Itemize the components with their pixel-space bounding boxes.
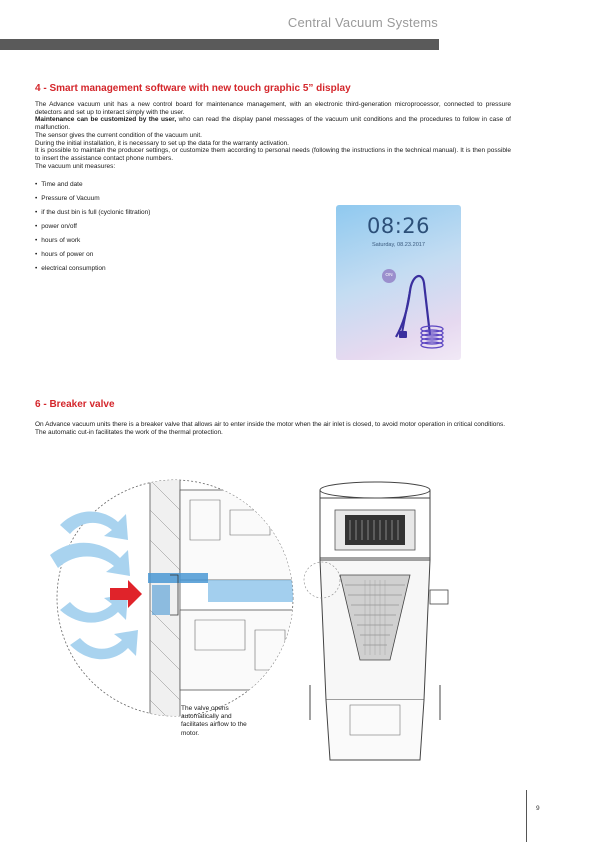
section-6-title: 6 - Breaker valve	[35, 399, 115, 410]
list-item: • hours of work	[35, 237, 150, 251]
display-on-button: ON	[382, 269, 396, 283]
hose-icon	[336, 205, 461, 360]
touch-display-image	[336, 205, 461, 360]
section-4-paragraph-6: The vacuum unit measures:	[35, 162, 116, 170]
section-6-body	[35, 421, 511, 436]
display-date: Saturday, 08.23.2017	[371, 242, 426, 248]
vacuum-unit-cross-section	[290, 480, 450, 780]
section-6-paragraph-1: On Advance vacuum units there is a breaker valve that allows air to enter inside the motor when the air inlet is closed, to avoid motor operation in critical conditions.	[35, 421, 506, 428]
header-title: Central Vacuum Systems	[287, 15, 438, 30]
section-4-paragraph-5: It is possible to maintain the producer settings, or customize them according to personal needs (following the instructions in the technical manual). It is then possible to insert the assistance contact phone numbers.	[35, 147, 511, 162]
valve-detail-diagram	[30, 470, 330, 730]
list-item: • if the dust bin is full (cyclonic filtration)	[35, 209, 150, 223]
list-item: • Pressure of Vacuum	[35, 195, 150, 209]
valve-caption: The valve opens automatically and facilitates airflow to the motor.	[181, 705, 247, 737]
footer-divider	[526, 790, 527, 842]
section-4-paragraph-4: During the initial installation, it is necessary to set up the data for the warranty activation.	[35, 139, 289, 147]
measures-list	[35, 181, 150, 279]
section-4-paragraph-2	[35, 116, 511, 131]
list-item: • electrical consumption	[35, 265, 150, 279]
section-4-paragraph-3: The sensor gives the current condition of the vacuum unit.	[35, 131, 202, 139]
display-clock: 08:26	[366, 214, 431, 238]
section-4-paragraph-1: The Advance vacuum unit has a new control board for maintenance management, with an electronic third-generation microprocessor, connected to pressure detectors and set up to interact simply with the user.	[35, 101, 511, 116]
section-4-title: 4 - Smart management software with new touch graphic 5” display	[35, 83, 351, 94]
page-number: 9	[536, 805, 540, 812]
header-bar	[0, 39, 439, 50]
list-item: • Time and date	[35, 181, 150, 195]
list-item: • power on/off	[35, 223, 150, 237]
motor-block	[345, 515, 405, 545]
section-4-body	[35, 101, 511, 170]
section-4-paragraph-2-rest: who can read the display panel messages of the vacuum unit conditions and the procedures to follow in case of malfunction.	[35, 116, 511, 132]
section-6-paragraph-2: The automatic cut-in facilitates the work of the thermal protection.	[35, 428, 223, 436]
section-4-paragraph-2-bold: Maintenance can be customized by the user,	[35, 116, 177, 124]
list-item: • hours of power on	[35, 251, 150, 265]
